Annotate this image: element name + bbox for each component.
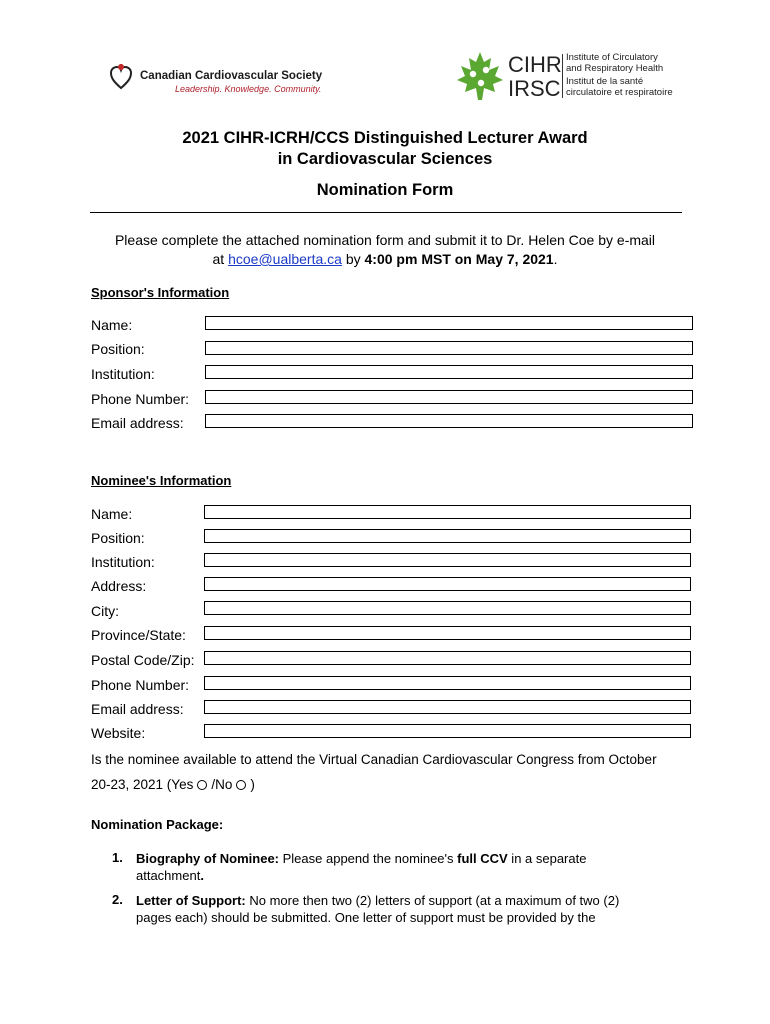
- list-item-number: 2.: [112, 892, 123, 907]
- nominee-website-field[interactable]: [204, 724, 691, 738]
- package-heading: Nomination Package:: [91, 817, 224, 832]
- sponsor-phone-field[interactable]: [205, 390, 693, 404]
- nominee-website-label: Website:: [91, 725, 146, 741]
- list-item-text: Please append the nominee's: [279, 851, 458, 866]
- title-divider: [90, 212, 682, 213]
- intro-line2: [60, 251, 710, 267]
- cihr-name-line: Institute of Circulatory: [566, 52, 658, 63]
- maple-leaf-icon: [455, 50, 505, 102]
- cihr-divider: [562, 54, 563, 98]
- nominee-institution-label: Institution:: [91, 554, 155, 570]
- deadline: 4:00 pm MST on May 7, 2021: [364, 251, 554, 267]
- nominee-name-label: Name:: [91, 506, 133, 522]
- sponsor-position-field[interactable]: [205, 341, 693, 355]
- intro-line1: Please complete the attached nomination form and submit it to Dr. Helen Coe by e-mail: [114, 232, 656, 248]
- list-item-number: 1.: [112, 850, 123, 865]
- availability-close: ): [250, 777, 255, 792]
- nominee-phone-label: Phone Number:: [91, 677, 190, 693]
- ccs-logo: [110, 62, 340, 102]
- ccs-name: Canadian Cardiovascular Society: [140, 70, 323, 82]
- sponsor-email-field[interactable]: [205, 414, 693, 428]
- nominee-institution-field[interactable]: [204, 553, 691, 567]
- nominee-postal-label: Postal Code/Zip:: [91, 652, 195, 668]
- nominee-position-field[interactable]: [204, 529, 691, 543]
- nominee-address-field[interactable]: [204, 577, 691, 591]
- yes-label: 20-23, 2021 (Yes: [91, 777, 194, 792]
- list-item-letter-of-support: [136, 892, 656, 926]
- sponsor-phone-label: Phone Number:: [91, 391, 190, 407]
- nominee-address-label: Address:: [91, 578, 147, 594]
- yes-radio[interactable]: [197, 780, 207, 790]
- intro-period: .: [553, 251, 558, 267]
- sponsor-name-label: Name:: [91, 317, 133, 333]
- nominee-city-label: City:: [91, 603, 119, 619]
- sponsor-position-label: Position:: [91, 341, 145, 357]
- no-radio[interactable]: [236, 780, 246, 790]
- intro-by: by: [345, 251, 361, 267]
- nominee-heading: Nominee's Information: [91, 473, 232, 488]
- nominee-city-field[interactable]: [204, 601, 691, 615]
- nominee-name-field[interactable]: [204, 505, 691, 519]
- cihr-name-line: and Respiratory Health: [566, 63, 664, 74]
- cihr-logo: [455, 50, 690, 105]
- sponsor-email-label: Email address:: [91, 415, 184, 431]
- nominee-phone-field[interactable]: [204, 676, 691, 690]
- availability-question: Is the nominee available to attend the Virtual Canadian Cardiovascular Congress from October: [91, 752, 657, 767]
- cihr-abbr-fr: IRSC: [508, 76, 561, 101]
- cihr-abbr-en: CIHR: [508, 52, 562, 77]
- sponsor-heading: Sponsor's Information: [91, 285, 230, 300]
- nominee-email-label: Email address:: [91, 701, 184, 717]
- cihr-name-line: Institut de la santé: [566, 76, 644, 87]
- nominee-province-label: Province/State:: [91, 627, 186, 643]
- list-item-title: Letter of Support:: [136, 893, 246, 908]
- nominee-email-field[interactable]: [204, 700, 691, 714]
- sponsor-name-field[interactable]: [205, 316, 693, 330]
- sponsor-institution-label: Institution:: [91, 366, 155, 382]
- nominee-position-label: Position:: [91, 530, 145, 546]
- sponsor-institution-field[interactable]: [205, 365, 693, 379]
- page-title-line2: in Cardiovascular Sciences: [277, 150, 493, 168]
- page-title: 2021 CIHR-ICRH/CCS Distinguished Lecturer Award: [182, 129, 588, 147]
- intro-at: at: [212, 251, 225, 267]
- availability-options: [91, 777, 255, 792]
- form-subtitle: Nomination Form: [316, 181, 454, 199]
- list-item-emphasis: full CCV: [457, 851, 508, 866]
- list-item-text: in a separate attachment: [136, 851, 587, 883]
- list-item-biography: [136, 850, 656, 884]
- list-item-title: Biography of Nominee:: [136, 851, 280, 866]
- ccs-tagline: Leadership. Knowledge. Community.: [175, 84, 322, 94]
- nominee-postal-field[interactable]: [204, 651, 691, 665]
- list-item-text: No more then two (2) letters of support (at a maximum of two (2) pages each) should be submitted. One letter of support must be provided by the: [136, 893, 620, 925]
- nominee-province-field[interactable]: [204, 626, 691, 640]
- no-label: /No: [211, 777, 233, 792]
- cihr-name-line: circulatoire et respiratoire: [566, 87, 673, 98]
- contact-email-link[interactable]: hcoe@ualberta.ca: [228, 251, 342, 267]
- list-item-end: .: [200, 868, 204, 883]
- ccs-heart-icon: [110, 64, 132, 90]
